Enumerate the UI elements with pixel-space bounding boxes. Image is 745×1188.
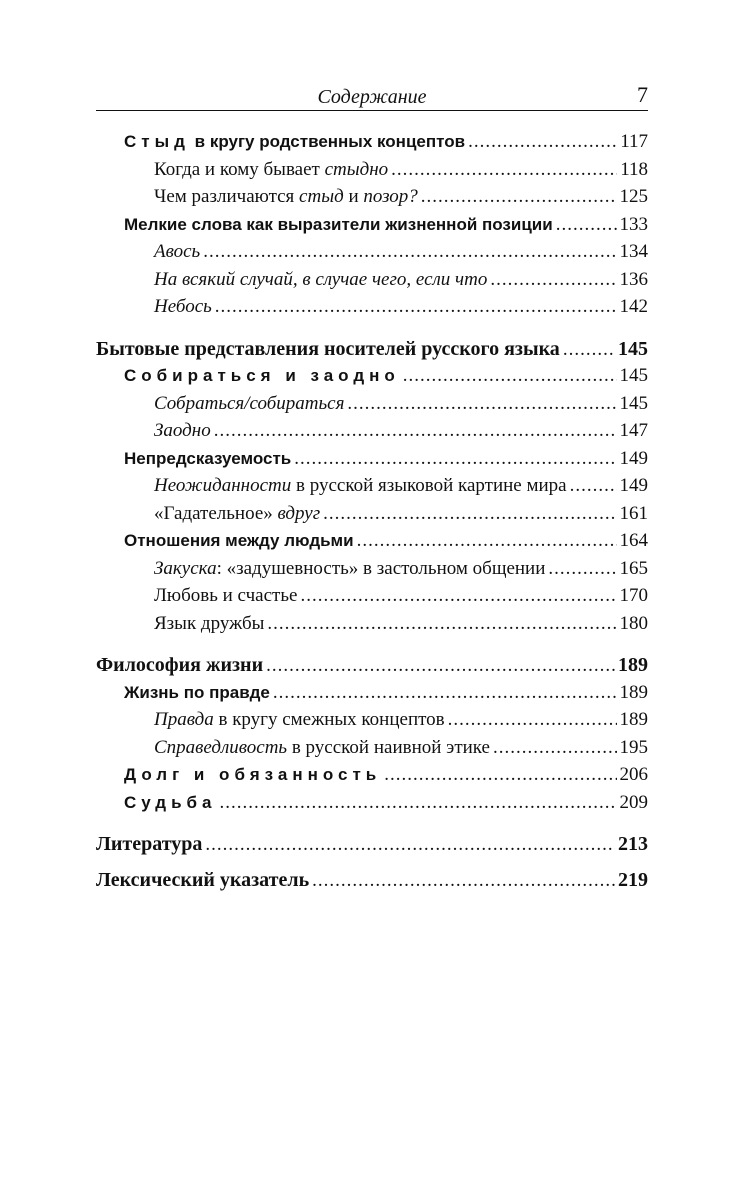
toc-entry-title-part: Стыд [124, 132, 190, 151]
toc-entry-title [154, 613, 264, 635]
toc-entry-title-part: Судьба [124, 792, 217, 812]
toc-entry-title [154, 420, 211, 442]
toc-entry-title-part: в кругу смежных концептов [213, 709, 445, 730]
toc-entry[interactable] [96, 131, 648, 159]
toc-entry-title [124, 793, 217, 813]
toc-entry-title-part: Справедливость [154, 736, 288, 758]
toc-entry[interactable] [96, 214, 648, 242]
toc-entry[interactable] [96, 833, 648, 861]
section-gap [96, 640, 648, 654]
toc-entry-title-part: в русской языковой картине мира [291, 475, 567, 496]
toc-entry-page: 219 [618, 868, 648, 891]
toc-entry-page: 145 [619, 365, 648, 386]
toc-entry-title [154, 241, 200, 263]
toc-entry[interactable] [96, 558, 648, 586]
table-of-contents [96, 131, 648, 896]
toc-entry-title [154, 737, 490, 759]
toc-entry-title-part: вдруг [277, 502, 321, 524]
dot-leader [300, 585, 616, 607]
toc-entry-title [96, 833, 202, 856]
toc-entry-title [154, 475, 567, 497]
toc-entry[interactable] [96, 654, 648, 682]
toc-entry-title-part: Собираться и заодно [124, 366, 400, 385]
toc-entry-title-part: Язык дружбы [154, 612, 265, 634]
toc-entry-title-part: Закуска [154, 557, 217, 579]
section-gap [96, 324, 648, 338]
toc-entry-page: 161 [619, 502, 648, 524]
toc-entry[interactable] [96, 503, 648, 531]
dot-leader [215, 296, 617, 318]
toc-entry-title-part: Жизнь по правде [124, 682, 270, 702]
toc-entry-page: 133 [619, 213, 648, 235]
toc-entry-title [124, 366, 400, 386]
toc-entry-page: 149 [619, 475, 648, 496]
toc-entry-title-part: и [343, 186, 364, 207]
dot-leader [448, 709, 617, 731]
toc-entry-page: 209 [619, 791, 648, 813]
toc-entry-title-part: : «задушевность» в застольном общении [216, 557, 546, 579]
toc-entry-page: 213 [618, 833, 648, 855]
toc-entry[interactable] [96, 613, 648, 641]
toc-entry-page: 165 [619, 557, 648, 579]
section-gap [96, 861, 648, 869]
toc-entry[interactable] [96, 393, 648, 421]
toc-entry-page: 170 [619, 585, 648, 606]
toc-entry-title-part: Философия жизни [96, 654, 264, 676]
toc-entry-page: 118 [620, 158, 648, 180]
toc-entry-title [154, 585, 297, 607]
toc-entry-page: 142 [619, 296, 648, 317]
toc-entry-title-part: Неожиданности [154, 475, 292, 496]
toc-entry-title-part: Долг и обязанность [124, 765, 382, 784]
toc-entry-page: 147 [619, 420, 648, 441]
header-rule [96, 110, 648, 111]
dot-leader [273, 682, 617, 704]
toc-entry-page: 134 [619, 241, 648, 262]
toc-entry-title [154, 186, 418, 208]
toc-entry-title [96, 869, 309, 892]
toc-entry-page: 164 [619, 530, 648, 551]
toc-entry-page: 145 [618, 337, 648, 360]
toc-entry[interactable] [96, 475, 648, 503]
toc-entry-page: 125 [619, 186, 648, 207]
toc-entry-title [124, 683, 270, 703]
toc-entry-page: 189 [619, 709, 648, 730]
dot-leader [205, 834, 615, 856]
toc-entry-page: 180 [619, 612, 648, 634]
toc-entry[interactable] [96, 448, 648, 476]
toc-entry-title-part: Литература [96, 833, 203, 855]
toc-entry-title [154, 296, 212, 318]
toc-entry-title-part: Лексический указатель [96, 868, 310, 891]
dot-leader [493, 737, 617, 759]
toc-entry-title-part: Когда и кому бывает [154, 158, 325, 180]
toc-entry[interactable] [96, 365, 648, 393]
toc-entry-page: 117 [620, 131, 648, 152]
toc-entry-title [154, 503, 320, 525]
toc-entry-title-part: в русской наивной этике [287, 736, 490, 758]
running-header-title: Содержание [317, 86, 427, 108]
toc-entry-page: 195 [619, 736, 648, 758]
toc-entry-title-part: Отношения между людьми [124, 531, 354, 550]
toc-entry[interactable] [96, 530, 648, 558]
section-gap [96, 819, 648, 833]
toc-entry-title-part: позор? [363, 186, 418, 207]
dot-leader [563, 339, 615, 361]
toc-entry-title-part: Любовь и счастье [154, 585, 298, 606]
toc-entry[interactable] [96, 338, 648, 366]
dot-leader [570, 475, 617, 497]
toc-entry-title-part: Заодно [154, 420, 211, 441]
toc-entry[interactable] [96, 709, 648, 737]
dot-leader [266, 655, 615, 677]
toc-entry[interactable] [96, 764, 648, 792]
dot-leader [312, 870, 615, 892]
toc-entry-page: 189 [619, 681, 648, 703]
toc-entry[interactable] [96, 737, 648, 765]
toc-entry-title [154, 269, 487, 291]
toc-entry-page: 206 [619, 764, 648, 785]
toc-entry[interactable] [96, 186, 648, 214]
toc-entry-title-part: Мелкие слова как выразители жизненной позиции [124, 214, 553, 234]
toc-entry-page: 145 [619, 392, 648, 414]
toc-entry-title-part: стыдно [324, 158, 389, 180]
dot-leader [220, 792, 617, 814]
toc-entry-title-part: «Гадательное» [154, 502, 278, 524]
dot-leader [490, 269, 616, 291]
dot-leader [403, 365, 617, 387]
toc-entry-title [154, 159, 388, 181]
dot-leader [347, 393, 616, 415]
toc-entry[interactable] [96, 269, 648, 297]
page-number: 7 [637, 82, 648, 107]
toc-entry-title-part: Непредсказуемость [124, 448, 292, 468]
dot-leader [391, 159, 617, 181]
toc-entry-title [154, 558, 545, 580]
dot-leader [357, 530, 617, 552]
toc-entry-title-part: в кругу родственных концептов [189, 132, 466, 151]
dot-leader [203, 241, 616, 263]
toc-entry-title [124, 531, 354, 551]
dot-leader [421, 186, 617, 208]
toc-entry-title [124, 765, 381, 785]
toc-entry-page: 149 [619, 447, 648, 469]
dot-leader [294, 448, 616, 470]
toc-entry-title-part: Собраться/собираться [154, 392, 345, 414]
dot-leader [384, 764, 616, 786]
toc-entry-page: 136 [619, 268, 648, 290]
toc-entry[interactable] [96, 420, 648, 448]
dot-leader [214, 420, 617, 442]
toc-entry-title [124, 215, 553, 235]
dot-leader [267, 613, 616, 635]
toc-entry-title-part: Авось [154, 241, 201, 262]
running-header [96, 82, 648, 110]
toc-entry[interactable] [96, 792, 648, 820]
toc-entry-title [96, 338, 560, 361]
toc-entry[interactable] [96, 585, 648, 613]
toc-entry[interactable] [96, 869, 648, 897]
dot-leader [468, 131, 617, 153]
toc-entry-title-part: Небось [154, 296, 212, 317]
toc-entry-title-part: Бытовые представления носителей русского языка [96, 337, 560, 360]
toc-entry[interactable] [96, 241, 648, 269]
toc-entry-title-part: На всякий случай, в случае чего, если что [154, 268, 488, 290]
dot-leader [323, 503, 616, 525]
toc-entry-page: 189 [618, 654, 648, 676]
toc-entry-title [96, 654, 263, 677]
toc-entry-title-part: Чем различаются [154, 186, 300, 207]
toc-entry-title-part: Правда [154, 709, 214, 730]
toc-entry-title [124, 132, 465, 152]
toc-entry-title [154, 393, 344, 415]
toc-entry[interactable] [96, 682, 648, 710]
toc-entry-title [124, 449, 291, 469]
dot-leader [556, 214, 617, 236]
toc-entry[interactable] [96, 296, 648, 324]
toc-entry-title [154, 709, 445, 731]
dot-leader [548, 558, 616, 580]
toc-entry-title-part: стыд [299, 186, 344, 207]
toc-entry[interactable] [96, 159, 648, 187]
